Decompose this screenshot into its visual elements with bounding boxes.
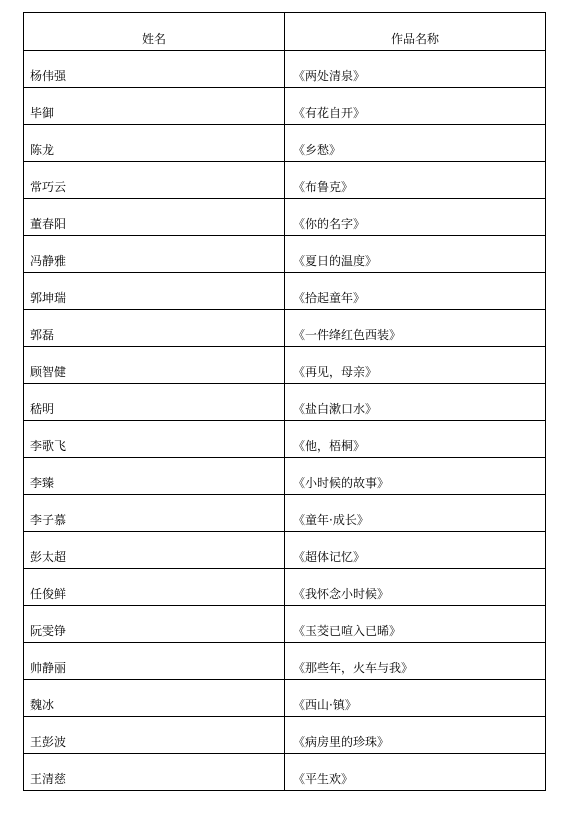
table-row <box>24 199 546 236</box>
roster-sheet <box>23 12 545 791</box>
work-title-cell: 《两处清泉》 <box>285 51 546 88</box>
work-title-cell: 《他，梧桐》 <box>285 421 546 458</box>
work-title-cell: 《玉茭已喧入已晞》 <box>285 606 546 643</box>
work-title-cell: 《一件绛红色西装》 <box>285 310 546 347</box>
name-cell: 李歌飞 <box>24 421 285 458</box>
name-cell: 常巧云 <box>24 162 285 199</box>
table-row <box>24 310 546 347</box>
work-title-cell: 《乡愁》 <box>285 125 546 162</box>
name-cell: 魏冰 <box>24 680 285 717</box>
name-cell: 帅静丽 <box>24 643 285 680</box>
work-title-cell: 《病房里的珍珠》 <box>285 717 546 754</box>
name-cell: 冯静雅 <box>24 236 285 273</box>
work-title-cell: 《平生欢》 <box>285 754 546 791</box>
table-row <box>24 643 546 680</box>
name-cell: 彭太超 <box>24 532 285 569</box>
work-title-cell: 《那些年，火车与我》 <box>285 643 546 680</box>
table-row <box>24 606 546 643</box>
roster-rows <box>24 51 546 791</box>
work-title-cell: 《盐白漱口水》 <box>285 384 546 421</box>
name-cell: 陈龙 <box>24 125 285 162</box>
name-cell: 嵇明 <box>24 384 285 421</box>
work-title-cell: 《小时候的故事》 <box>285 458 546 495</box>
name-cell: 李子慕 <box>24 495 285 532</box>
table-row <box>24 458 546 495</box>
work-title-cell: 《拾起童年》 <box>285 273 546 310</box>
work-title-cell: 《布鲁克》 <box>285 162 546 199</box>
work-title-cell: 《再见，母亲》 <box>285 347 546 384</box>
work-title-cell: 《童年·成长》 <box>285 495 546 532</box>
work-column-header: 作品名称 <box>285 13 546 51</box>
name-cell: 杨伟强 <box>24 51 285 88</box>
work-title-cell: 《西山·镇》 <box>285 680 546 717</box>
work-title-cell: 《你的名字》 <box>285 199 546 236</box>
name-cell: 毕御 <box>24 88 285 125</box>
work-title-cell: 《超体记忆》 <box>285 532 546 569</box>
table-row <box>24 273 546 310</box>
table-row <box>24 569 546 606</box>
table-row <box>24 162 546 199</box>
table-row <box>24 754 546 791</box>
name-cell: 郭坤瑞 <box>24 273 285 310</box>
name-cell: 李臻 <box>24 458 285 495</box>
roster-table <box>23 12 546 791</box>
name-cell: 郭磊 <box>24 310 285 347</box>
name-cell: 王清慈 <box>24 754 285 791</box>
table-row <box>24 384 546 421</box>
name-cell: 任俊鲜 <box>24 569 285 606</box>
header-row <box>24 13 546 51</box>
table-row <box>24 532 546 569</box>
work-title-cell: 《我怀念小时候》 <box>285 569 546 606</box>
table-row <box>24 680 546 717</box>
table-row <box>24 51 546 88</box>
table-row <box>24 421 546 458</box>
table-row <box>24 717 546 754</box>
name-cell: 董春阳 <box>24 199 285 236</box>
name-cell: 顾智健 <box>24 347 285 384</box>
name-cell: 阮雯铮 <box>24 606 285 643</box>
name-cell: 王彭波 <box>24 717 285 754</box>
work-title-cell: 《有花自开》 <box>285 88 546 125</box>
work-title-cell: 《夏日的温度》 <box>285 236 546 273</box>
name-column-header: 姓名 <box>24 13 285 51</box>
table-row <box>24 236 546 273</box>
table-row <box>24 495 546 532</box>
table-row <box>24 88 546 125</box>
table-row <box>24 125 546 162</box>
table-row <box>24 347 546 384</box>
